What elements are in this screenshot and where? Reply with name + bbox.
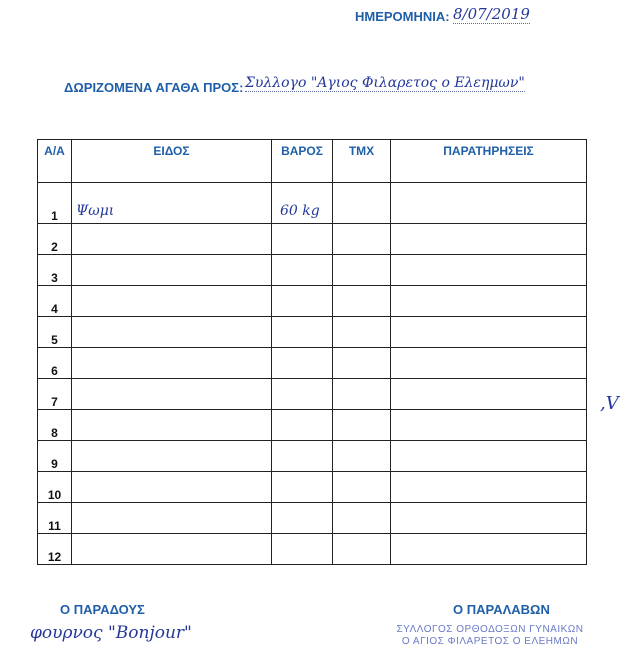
weight-cell[interactable] <box>272 348 333 379</box>
row-number: 5 <box>38 317 72 348</box>
table-row <box>38 286 587 317</box>
stamp-line-1: ΣΥΛΛΟΓΟΣ ΟΡΘΟΔΟΞΩΝ ΓΥΝΑΙΚΩΝ <box>396 624 584 635</box>
table-row <box>38 441 587 472</box>
margin-check-mark: ,V <box>600 393 619 414</box>
qty-cell[interactable] <box>333 472 391 503</box>
table-row <box>38 534 587 565</box>
date-label: ΗΜΕΡΟΜΗΝΙΑ: <box>355 9 450 24</box>
weight-cell[interactable] <box>272 224 333 255</box>
weight-cell[interactable] <box>272 472 333 503</box>
item-cell[interactable] <box>72 472 272 503</box>
table-row <box>38 183 587 224</box>
table-row <box>38 410 587 441</box>
notes-cell[interactable] <box>391 379 587 410</box>
qty-cell[interactable] <box>333 410 391 441</box>
table-row <box>38 224 587 255</box>
qty-cell[interactable] <box>333 286 391 317</box>
table-row <box>38 503 587 534</box>
item-cell[interactable] <box>72 224 272 255</box>
qty-cell[interactable] <box>333 317 391 348</box>
weight-cell[interactable] <box>272 317 333 348</box>
row-number: 12 <box>38 534 72 565</box>
table-row <box>38 255 587 286</box>
weight-cell[interactable] <box>272 183 333 224</box>
column-header-weight: ΒΑΡΟΣ <box>272 140 333 183</box>
row-number: 11 <box>38 503 72 534</box>
qty-cell[interactable] <box>333 183 391 224</box>
item-cell[interactable] <box>72 503 272 534</box>
item-cell[interactable] <box>72 317 272 348</box>
table-row <box>38 317 587 348</box>
qty-cell[interactable] <box>333 348 391 379</box>
item-cell[interactable] <box>72 286 272 317</box>
weight-value: 60 kg <box>280 203 320 219</box>
notes-cell[interactable] <box>391 317 587 348</box>
weight-cell[interactable] <box>272 410 333 441</box>
row-number: 4 <box>38 286 72 317</box>
table-row <box>38 472 587 503</box>
notes-cell[interactable] <box>391 224 587 255</box>
qty-cell[interactable] <box>333 255 391 286</box>
receiver-stamp <box>380 624 600 648</box>
donation-table <box>37 139 587 565</box>
notes-cell[interactable] <box>391 534 587 565</box>
table-row <box>38 379 587 410</box>
weight-cell[interactable] <box>272 379 333 410</box>
notes-cell[interactable] <box>391 472 587 503</box>
qty-cell[interactable] <box>333 534 391 565</box>
giver-label: Ο ΠΑΡΑΔΟΥΣ <box>60 602 145 617</box>
weight-cell[interactable] <box>272 534 333 565</box>
giver-signature: φουρνος "Bonjour" <box>30 623 192 643</box>
notes-cell[interactable] <box>391 348 587 379</box>
column-header-aa: Α/Α <box>38 140 72 183</box>
date-value[interactable]: 8/07/2019 <box>453 5 530 23</box>
recipient-value[interactable]: Συλλογο "Αγιος Φιλαρετος ο Ελεημων" <box>245 75 525 91</box>
notes-cell[interactable] <box>391 255 587 286</box>
item-cell[interactable] <box>72 255 272 286</box>
receiver-label: Ο ΠΑΡΑΛΑΒΩΝ <box>453 602 550 617</box>
notes-cell[interactable] <box>391 183 587 224</box>
row-number: 6 <box>38 348 72 379</box>
item-cell[interactable] <box>72 441 272 472</box>
row-number: 7 <box>38 379 72 410</box>
row-number: 3 <box>38 255 72 286</box>
weight-cell[interactable] <box>272 503 333 534</box>
row-number: 2 <box>38 224 72 255</box>
table-header-row <box>38 140 587 183</box>
weight-cell[interactable] <box>272 255 333 286</box>
table-row <box>38 348 587 379</box>
row-number: 10 <box>38 472 72 503</box>
item-cell[interactable] <box>72 379 272 410</box>
qty-cell[interactable] <box>333 441 391 472</box>
row-number: 9 <box>38 441 72 472</box>
notes-cell[interactable] <box>391 503 587 534</box>
notes-cell[interactable] <box>391 441 587 472</box>
item-cell[interactable] <box>72 183 272 224</box>
notes-cell[interactable] <box>391 410 587 441</box>
column-header-qty: ΤΜΧ <box>333 140 391 183</box>
qty-cell[interactable] <box>333 503 391 534</box>
column-header-notes: ΠΑΡΑΤΗΡΗΣΕΙΣ <box>391 140 587 183</box>
recipient-label: ΔΩΡΙΖΟΜΕΝΑ ΑΓΑΘΑ ΠΡΟΣ: <box>64 80 244 95</box>
column-header-item: ΕΙΔΟΣ <box>72 140 272 183</box>
item-cell[interactable] <box>72 348 272 379</box>
item-cell[interactable] <box>72 410 272 441</box>
row-number: 1 <box>38 183 72 224</box>
stamp-line-2: Ο ΑΓΙΟΣ ΦΙΛΑΡΕΤΟΣ Ο ΕΛΕΗΜΩΝ <box>401 636 579 647</box>
row-number: 8 <box>38 410 72 441</box>
item-cell[interactable] <box>72 534 272 565</box>
qty-cell[interactable] <box>333 224 391 255</box>
item-value: Ψωμι <box>76 203 115 219</box>
notes-cell[interactable] <box>391 286 587 317</box>
qty-cell[interactable] <box>333 379 391 410</box>
weight-cell[interactable] <box>272 286 333 317</box>
weight-cell[interactable] <box>272 441 333 472</box>
